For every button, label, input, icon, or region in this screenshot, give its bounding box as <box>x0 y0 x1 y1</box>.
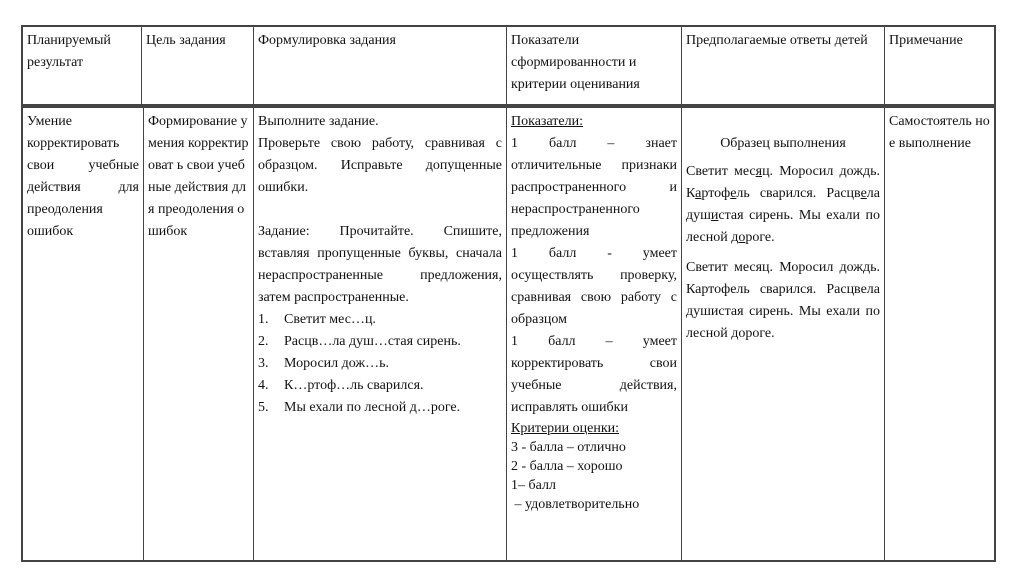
indicator-item: 1 балл - умеет осуществлять проверку, сравнивая свою работу с образцом <box>511 246 677 327</box>
cell-result: Умение корректировать свои учебные действия для преодоления ошибок <box>23 108 144 560</box>
sample-text: ль сварился. Расцв <box>736 186 861 201</box>
list-item: 1. Светит мес…ц. <box>258 312 376 327</box>
header-answers: Предполагаемые ответы детей <box>682 27 885 104</box>
task-check: Проверьте свою работу, сравнивая с образцом. Исправьте допущенные ошибки. <box>258 136 502 195</box>
sample-text: стая сирень. Мы ехали по лесной д <box>686 208 880 245</box>
underlined-letter: е <box>860 186 867 201</box>
sample-text: ь. К <box>686 164 880 201</box>
sample-text: Светит мес <box>686 164 756 179</box>
underlined-letter: е <box>730 186 737 201</box>
criteria-item: 1– балл <box>511 478 556 493</box>
list-item: 4. К…ртоф…ль сварился. <box>258 378 424 393</box>
header-planned-result: Планируемый результат <box>23 27 142 104</box>
indicator-item: 1 балл – знает отличительные признаки распространенного и нераспространенного предложения <box>511 136 677 239</box>
list-item: 2. Расцв…ла душ…стая сирень. <box>258 334 461 349</box>
task-intro: Выполните задание. <box>258 114 379 129</box>
sample-answer-marked <box>686 161 880 249</box>
header-table <box>21 25 996 106</box>
header-indicators: Показатели сформированности и критерии оценивания <box>507 27 682 104</box>
underlined-letter: и <box>710 208 719 223</box>
list-item: 3. Моросил дож…ь. <box>258 356 389 371</box>
header-note: Примечание <box>889 33 963 48</box>
task-list <box>258 309 502 419</box>
criteria-item: – удовлетворительно <box>511 497 640 512</box>
header-goal: Цель задания <box>142 27 254 104</box>
criteria-item: 3 - балла – отлично <box>511 440 626 455</box>
underlined-letter: д <box>862 164 871 179</box>
cell-answers <box>682 108 885 560</box>
list-item: 5. Мы ехали по лесной д…роге. <box>258 400 461 415</box>
cell-task <box>254 108 507 560</box>
indicator-item: 1 балл – умеет корректировать свои учебные действия, исправлять ошибки <box>511 334 677 415</box>
task-instruction: Задание: Прочитайте. Спишите, вставляя пропущенные буквы, сначала нераспространенные предложения, затем распространенные. <box>258 224 502 305</box>
body-table <box>21 106 996 562</box>
sample-text: ртоф <box>701 186 731 201</box>
cell-goal: Формирование умения корректироват ь свои учебные действия для преодоления ошибок <box>144 108 254 560</box>
underlined-letter: а <box>695 186 702 201</box>
cell-note: Самостоятель ное выполнение <box>889 114 990 151</box>
underlined-letter: о <box>738 230 746 245</box>
sample-text: ла душ <box>686 186 880 223</box>
underlined-letter: я <box>755 164 763 179</box>
sample-text: ц. Моросил дож <box>762 164 863 179</box>
criteria-title: Критерии оценки: <box>511 421 620 436</box>
answers-title: Образец выполнения <box>720 136 846 151</box>
cell-indicators <box>507 108 682 560</box>
header-task: Формулировка задания <box>254 27 507 104</box>
sample-text: роге. <box>745 230 775 245</box>
indicators-title: Показатели: <box>511 114 583 129</box>
sample-answer: Светит месяц. Моросил дождь. Картофель сварился. Расцвела душистая сирень. Мы ехали по лесной дороге. <box>686 260 880 341</box>
criteria-item: 2 - балла – хорошо <box>511 459 623 474</box>
